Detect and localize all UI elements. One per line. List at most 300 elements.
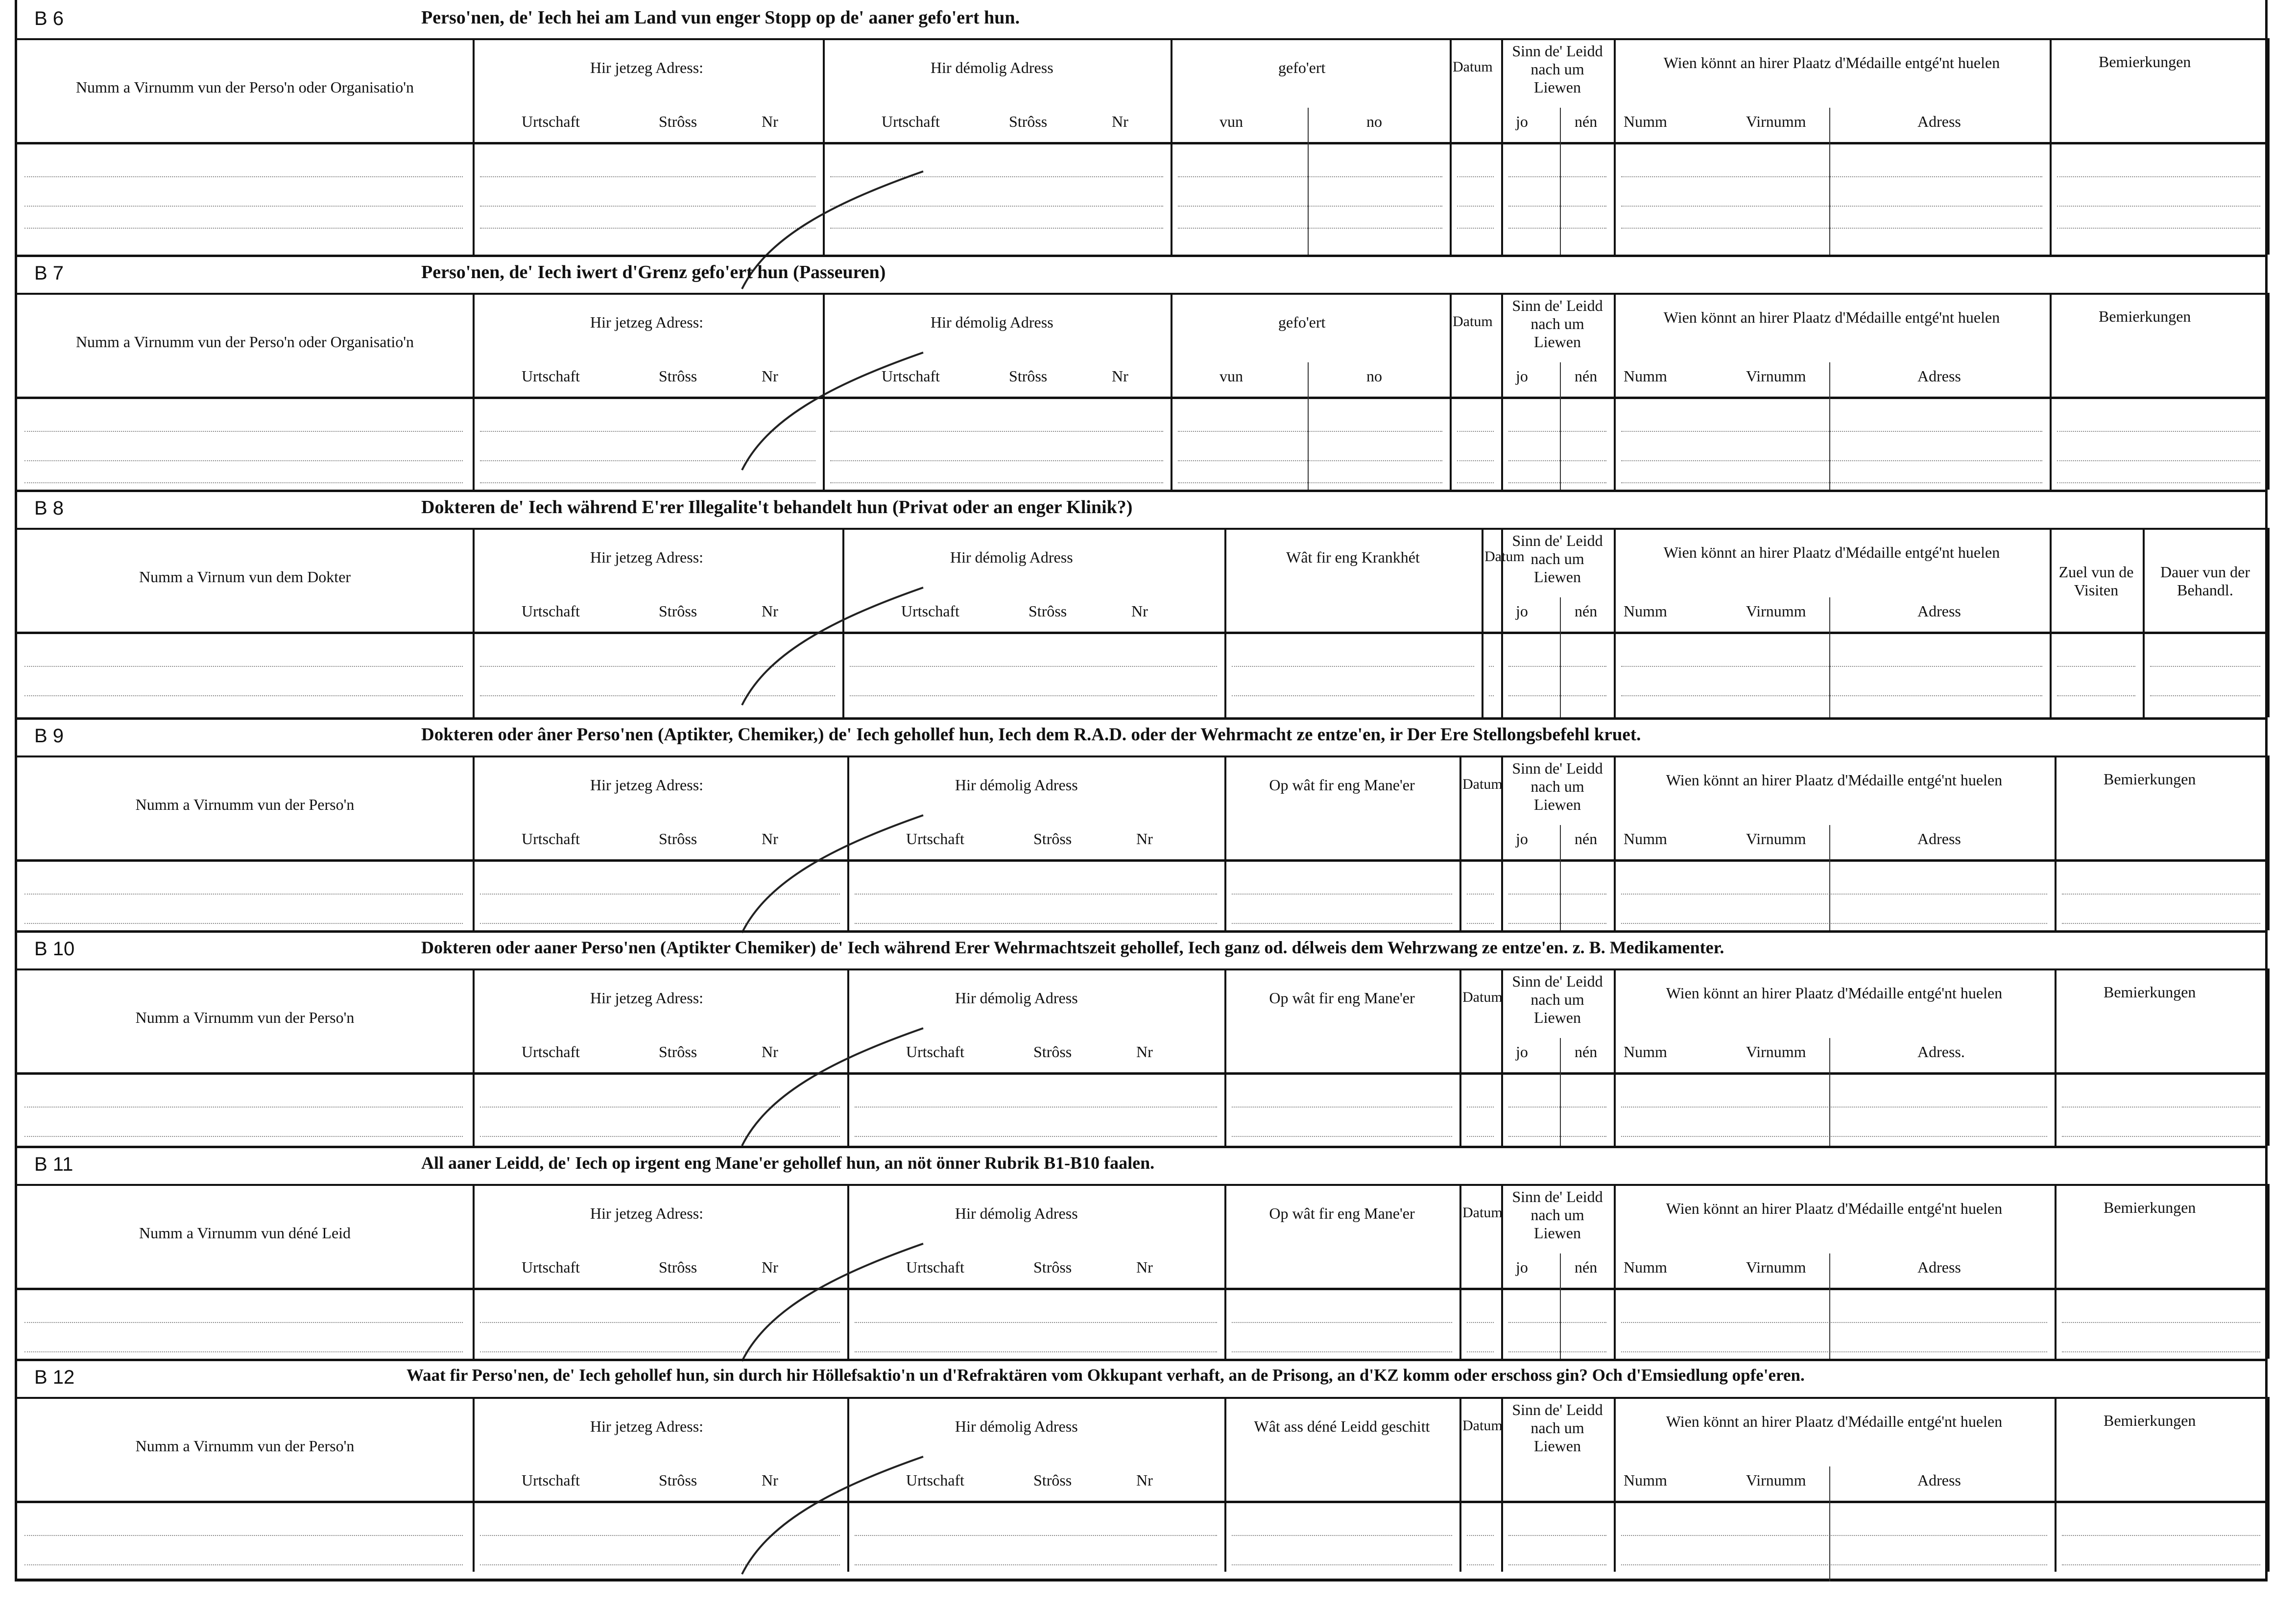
- fill-in-line[interactable]: [850, 666, 1217, 667]
- column-divider: [2268, 1184, 2270, 1359]
- former-address-header: Hir démolig Adress: [955, 1417, 1078, 1435]
- fill-in-line[interactable]: [24, 176, 463, 177]
- no-label: nén: [1575, 1258, 1598, 1276]
- stross-label: Strôss: [659, 602, 697, 620]
- column-divider: [1614, 755, 1616, 930]
- fill-in-line[interactable]: [1621, 460, 2042, 461]
- column-divider: [473, 1397, 475, 1572]
- section-id: B 11: [34, 1154, 73, 1175]
- fill-in-line[interactable]: [1467, 1564, 1494, 1565]
- row-divider: [15, 293, 2268, 295]
- no-label: nén: [1575, 113, 1598, 130]
- fill-in-line[interactable]: [1621, 923, 2047, 924]
- medal-address-label: Adress: [1917, 1471, 1961, 1489]
- fill-in-line[interactable]: [1508, 482, 1606, 483]
- fill-in-line[interactable]: [24, 695, 463, 696]
- section-b9: [15, 717, 2268, 930]
- medal-address-label: Adress: [1917, 367, 1961, 385]
- column-divider: [1829, 1253, 1830, 1359]
- name-column-header: Numm a Virnumm vun der Perso'n: [135, 796, 355, 813]
- date-header: Datum: [1453, 313, 1493, 330]
- medal-firstname-label: Virnumm: [1746, 830, 1806, 848]
- fill-in-line[interactable]: [2057, 206, 2260, 207]
- section-id: B 6: [34, 8, 64, 29]
- column-divider: [2050, 293, 2052, 490]
- fill-in-line[interactable]: [2057, 228, 2260, 229]
- yes-label: jo: [1516, 830, 1528, 848]
- fill-in-line[interactable]: [1457, 228, 1494, 229]
- medal-address-label: Adress: [1917, 1258, 1961, 1276]
- fill-in-line[interactable]: [855, 1322, 1217, 1323]
- fill-in-line[interactable]: [1178, 206, 1442, 207]
- date-header: Datum: [1453, 59, 1493, 75]
- fill-in-line[interactable]: [1457, 431, 1494, 432]
- fill-in-line[interactable]: [855, 1564, 1217, 1565]
- fill-in-line[interactable]: [480, 176, 815, 177]
- fill-in-line[interactable]: [24, 206, 463, 207]
- section-title: Dokteren oder aaner Perso'nen (Aptikter Chemiker) de' Iech während Erer Wehrmachtszeit gehollef, Iech ganz od. délweis dem Wehrzwang ze entze'en. z. B. Medikamenter.: [421, 938, 1724, 957]
- fill-in-line[interactable]: [1621, 894, 2047, 895]
- current-address-header: Hir jetzeg Adress:: [590, 989, 704, 1007]
- fill-in-line[interactable]: [830, 206, 1163, 207]
- column-divider: [847, 755, 849, 930]
- fill-in-line[interactable]: [1508, 666, 1606, 667]
- name-column-header: Numm a Virnumm vun déné Leid: [139, 1224, 351, 1242]
- fill-in-line[interactable]: [480, 894, 840, 895]
- name-column-header: Numm a Virnumm vun der Perso'n oder Organisatio'n: [75, 78, 414, 96]
- fill-in-line[interactable]: [2062, 1564, 2260, 1565]
- section-id: B 7: [34, 262, 64, 284]
- column-divider: [2143, 528, 2145, 717]
- column-divider: [473, 1184, 475, 1359]
- column-divider: [1829, 825, 1830, 930]
- fill-in-line[interactable]: [2062, 1136, 2260, 1137]
- fill-in-line[interactable]: [2057, 482, 2260, 483]
- fill-in-line[interactable]: [480, 1136, 840, 1137]
- column-divider: [473, 38, 475, 255]
- fill-in-line[interactable]: [480, 460, 815, 461]
- fill-in-line[interactable]: [24, 431, 463, 432]
- fill-in-line[interactable]: [1489, 695, 1494, 696]
- column-divider: [1224, 968, 1226, 1146]
- fill-in-line[interactable]: [850, 695, 1217, 696]
- fill-in-line[interactable]: [2057, 666, 2135, 667]
- medal-firstname-label: Virnumm: [1746, 113, 1806, 130]
- alive-header: Sinn de' Leidd nach um Liewen: [1512, 759, 1603, 813]
- fill-in-line[interactable]: [480, 431, 815, 432]
- column-divider: [1501, 38, 1503, 255]
- row-divider: [15, 632, 2268, 634]
- column-divider: [2050, 38, 2052, 255]
- column-divider: [2055, 1184, 2057, 1359]
- fill-in-line[interactable]: [24, 1107, 463, 1108]
- fill-in-line[interactable]: [24, 923, 463, 924]
- current-address-header: Hir jetzeg Adress:: [590, 59, 704, 76]
- fill-in-line[interactable]: [1621, 431, 2042, 432]
- fill-in-line[interactable]: [480, 923, 840, 924]
- section-title: All aaner Leidd, de' Iech op irgent eng Mane'er gehollef hun, an nöt önner Rubrik B1-B10 faalen.: [421, 1153, 1155, 1173]
- fill-in-line[interactable]: [24, 1564, 463, 1565]
- column-divider: [1171, 38, 1172, 255]
- fill-in-line[interactable]: [480, 1107, 840, 1108]
- fill-in-line[interactable]: [830, 460, 1163, 461]
- transported-header: gefo'ert: [1278, 59, 1326, 76]
- fill-in-line[interactable]: [2062, 1535, 2260, 1536]
- section-b10: [15, 930, 2268, 1146]
- date-header: Datum: [1462, 1417, 1503, 1434]
- fill-in-line[interactable]: [1621, 695, 2042, 696]
- fill-in-line[interactable]: [1232, 1107, 1452, 1108]
- column-divider: [1224, 755, 1226, 930]
- current-address-header: Hir jetzeg Adress:: [590, 776, 704, 794]
- former-address-header: Hir démolig Adress: [950, 548, 1073, 566]
- row-divider: [15, 1288, 2268, 1290]
- column-divider: [1308, 362, 1309, 490]
- fill-in-line[interactable]: [1489, 666, 1494, 667]
- fill-in-line[interactable]: [1467, 894, 1494, 895]
- fill-in-line[interactable]: [1621, 1535, 2047, 1536]
- fill-in-line[interactable]: [1178, 228, 1442, 229]
- fill-in-line[interactable]: [1508, 1535, 1606, 1536]
- fill-in-line[interactable]: [1467, 923, 1494, 924]
- former-address-header: Hir démolig Adress: [955, 989, 1078, 1007]
- fill-in-line[interactable]: [1457, 482, 1494, 483]
- alive-header: Sinn de' Leidd nach um Liewen: [1512, 532, 1603, 586]
- medal-header: Wien könnt an hirer Plaatz d'Médaille entgé'nt huelen: [1666, 771, 2003, 789]
- current-address-header: Hir jetzeg Adress:: [590, 313, 704, 331]
- column-divider: [1482, 528, 1483, 717]
- urtschaft-label: Urtschaft: [522, 602, 580, 620]
- fill-in-line[interactable]: [830, 482, 1163, 483]
- fill-in-line[interactable]: [1508, 1564, 1606, 1565]
- section-id: B 9: [34, 725, 64, 747]
- column-divider: [1560, 108, 1561, 255]
- medal-header: Wien könnt an hirer Plaatz d'Médaille entgé'nt huelen: [1666, 1200, 2003, 1217]
- stross-label: Strôss: [659, 367, 697, 385]
- fill-in-line[interactable]: [24, 228, 463, 229]
- column-divider: [1614, 528, 1616, 717]
- fill-in-line[interactable]: [1508, 228, 1606, 229]
- row-divider: [15, 255, 2268, 257]
- fill-in-line[interactable]: [24, 1322, 463, 1323]
- current-address-header: Hir jetzeg Adress:: [590, 548, 704, 566]
- stross-label: Strôss: [1033, 830, 1072, 848]
- fill-in-line[interactable]: [480, 206, 815, 207]
- alive-header: Sinn de' Leidd nach um Liewen: [1512, 297, 1603, 351]
- column-divider: [1829, 1038, 1830, 1146]
- fill-in-line[interactable]: [855, 1535, 1217, 1536]
- urtschaft-label: Urtschaft: [522, 113, 580, 130]
- nr-label: Nr: [1136, 1258, 1153, 1276]
- section-b6: [15, 0, 2268, 255]
- column-divider: [2055, 755, 2057, 930]
- fill-in-line[interactable]: [1621, 206, 2042, 207]
- nr-label: Nr: [1136, 1471, 1153, 1489]
- fill-in-line[interactable]: [24, 666, 463, 667]
- medal-name-label: Numm: [1624, 830, 1667, 848]
- row-divider: [15, 490, 2268, 492]
- medal-header: Wien könnt an hirer Plaatz d'Médaille entgé'nt huelen: [1666, 1413, 2003, 1430]
- fill-in-line[interactable]: [1621, 1322, 2047, 1323]
- medal-name-label: Numm: [1624, 367, 1667, 385]
- nr-label: Nr: [1112, 367, 1128, 385]
- fill-in-line[interactable]: [1232, 1136, 1452, 1137]
- fill-in-line[interactable]: [2057, 460, 2260, 461]
- fill-in-line[interactable]: [1508, 894, 1606, 895]
- nr-label: Nr: [1131, 602, 1148, 620]
- fill-in-line[interactable]: [1621, 1107, 2047, 1108]
- section-title: Perso'nen, de' Iech hei am Land vun enger Stopp op de' aaner gefo'ert hun.: [421, 7, 1020, 28]
- stross-label: Strôss: [1009, 113, 1048, 130]
- yes-label: jo: [1516, 1258, 1528, 1276]
- pen-stroke-mark: [737, 1452, 933, 1579]
- fill-in-line[interactable]: [855, 1107, 1217, 1108]
- stross-label: Strôss: [1009, 367, 1048, 385]
- fill-in-line[interactable]: [1508, 1351, 1606, 1352]
- section-title: Waat fir Perso'nen, de' Iech gehollef hun, sin durch hir Höllefsaktio'n un d'Refraktären vom Okkupant verhaft, an de Prisong, an d'KZ komm oder erschoss gin? Och d'Emsiedlung opfe'eren.: [407, 1366, 1805, 1385]
- fill-in-line[interactable]: [1508, 206, 1606, 207]
- column-divider: [2268, 528, 2270, 717]
- column-divider: [1829, 108, 1830, 255]
- row-divider: [15, 397, 2268, 399]
- row-divider: [15, 528, 2268, 530]
- fill-in-line[interactable]: [855, 1351, 1217, 1352]
- fill-in-line[interactable]: [1467, 1107, 1494, 1108]
- section-b11: [15, 1146, 2268, 1359]
- fill-in-line[interactable]: [2057, 176, 2260, 177]
- urtschaft-label: Urtschaft: [906, 830, 965, 848]
- fill-in-line[interactable]: [1508, 176, 1606, 177]
- fill-in-line[interactable]: [1457, 176, 1494, 177]
- column-divider: [473, 755, 475, 930]
- urtschaft-label: Urtschaft: [522, 1258, 580, 1276]
- vun-label: vun: [1220, 113, 1243, 130]
- column-divider: [842, 528, 844, 717]
- pen-stroke-mark: [737, 583, 933, 710]
- nr-label: Nr: [762, 602, 778, 620]
- fill-in-line[interactable]: [1508, 431, 1606, 432]
- medal-firstname-label: Virnumm: [1746, 1471, 1806, 1489]
- medal-firstname-label: Virnumm: [1746, 602, 1806, 620]
- fill-in-line[interactable]: [1232, 1351, 1452, 1352]
- fill-in-line[interactable]: [1232, 894, 1452, 895]
- third-column-header: Wât ass déné Leidd geschitt: [1254, 1417, 1430, 1435]
- name-column-header: Numm a Virnumm vun der Perso'n oder Organisatio'n: [75, 333, 414, 351]
- column-divider: [473, 968, 475, 1146]
- fill-in-line[interactable]: [1232, 666, 1474, 667]
- medal-name-label: Numm: [1624, 1258, 1667, 1276]
- duration-header: Dauer vun der Behandl.: [2160, 563, 2250, 599]
- fill-in-line[interactable]: [1467, 1322, 1494, 1323]
- fill-in-line[interactable]: [1621, 666, 2042, 667]
- yes-label: jo: [1516, 367, 1528, 385]
- column-divider: [847, 968, 849, 1146]
- column-divider: [2268, 1397, 2270, 1572]
- name-column-header: Numm a Virnumm vun der Perso'n: [135, 1437, 355, 1455]
- urtschaft-label: Urtschaft: [906, 1258, 965, 1276]
- nr-label: Nr: [1112, 113, 1128, 130]
- medal-header: Wien könnt an hirer Plaatz d'Médaille entgé'nt huelen: [1666, 984, 2003, 1002]
- fill-in-line[interactable]: [2057, 695, 2135, 696]
- fill-in-line[interactable]: [1621, 176, 2042, 177]
- urtschaft-label: Urtschaft: [906, 1043, 965, 1061]
- yes-label: jo: [1516, 113, 1528, 130]
- column-divider: [1501, 293, 1503, 490]
- fill-in-line[interactable]: [1457, 460, 1494, 461]
- column-divider: [1171, 293, 1172, 490]
- fill-in-line[interactable]: [1508, 1136, 1606, 1137]
- fill-in-line[interactable]: [2062, 1107, 2260, 1108]
- fill-in-line[interactable]: [1621, 1564, 2047, 1565]
- column-divider: [1614, 1397, 1616, 1572]
- remarks-header: Bemierkungen: [2104, 1199, 2196, 1216]
- fill-in-line[interactable]: [2062, 1322, 2260, 1323]
- fill-in-line[interactable]: [480, 666, 835, 667]
- stross-label: Strôss: [659, 113, 697, 130]
- row-divider: [15, 717, 2268, 720]
- fill-in-line[interactable]: [480, 1322, 840, 1323]
- fill-in-line[interactable]: [855, 894, 1217, 895]
- medal-address-label: Adress: [1917, 113, 1961, 130]
- column-divider: [1560, 1038, 1561, 1146]
- fill-in-line[interactable]: [480, 228, 815, 229]
- stross-label: Strôss: [659, 1471, 697, 1489]
- no-label: nén: [1575, 1043, 1598, 1061]
- column-divider: [1450, 293, 1452, 490]
- column-divider: [1459, 755, 1461, 930]
- date-header: Datum: [1462, 776, 1503, 792]
- fill-in-line[interactable]: [1232, 1322, 1452, 1323]
- column-divider: [1614, 38, 1616, 255]
- medal-name-label: Numm: [1624, 602, 1667, 620]
- column-divider: [2268, 755, 2270, 930]
- third-column-header: Op wât fir eng Mane'er: [1269, 776, 1415, 794]
- fill-in-line[interactable]: [1467, 1351, 1494, 1352]
- fill-in-line[interactable]: [2057, 431, 2260, 432]
- fill-in-line[interactable]: [855, 1136, 1217, 1137]
- no-label: nén: [1575, 367, 1598, 385]
- fill-in-line[interactable]: [2150, 666, 2260, 667]
- fill-in-line[interactable]: [1178, 482, 1442, 483]
- fill-in-line[interactable]: [830, 228, 1163, 229]
- section-id: B 8: [34, 497, 64, 519]
- fill-in-line[interactable]: [1508, 695, 1606, 696]
- nr-label: Nr: [1136, 830, 1153, 848]
- column-divider: [1560, 825, 1561, 930]
- fill-in-line[interactable]: [1178, 460, 1442, 461]
- medal-header: Wien könnt an hirer Plaatz d'Médaille entgé'nt huelen: [1663, 543, 2000, 561]
- current-address-header: Hir jetzeg Adress:: [590, 1204, 704, 1222]
- fill-in-line[interactable]: [1178, 431, 1442, 432]
- column-divider: [1614, 968, 1616, 1146]
- stross-label: Strôss: [659, 1043, 697, 1061]
- fill-in-line[interactable]: [480, 482, 815, 483]
- fill-in-line[interactable]: [2150, 695, 2260, 696]
- urtschaft-label: Urtschaft: [522, 830, 580, 848]
- fill-in-line[interactable]: [830, 431, 1163, 432]
- name-column-header: Numm a Virnum vun dem Dokter: [139, 568, 351, 586]
- stross-label: Strôss: [1028, 602, 1067, 620]
- fill-in-line[interactable]: [1508, 1322, 1606, 1323]
- urtschaft-label: Urtschaft: [522, 1471, 580, 1489]
- fill-in-line[interactable]: [2062, 894, 2260, 895]
- date-header: Datum: [1484, 548, 1525, 565]
- alive-header: Sinn de' Leidd nach um Liewen: [1512, 972, 1603, 1026]
- fill-in-line[interactable]: [1457, 206, 1494, 207]
- fill-in-line[interactable]: [1467, 1136, 1494, 1137]
- fill-in-line[interactable]: [24, 1535, 463, 1536]
- fill-in-line[interactable]: [1232, 923, 1452, 924]
- nr-label: Nr: [762, 830, 778, 848]
- fill-in-line[interactable]: [2062, 1351, 2260, 1352]
- fill-in-line[interactable]: [1232, 1535, 1452, 1536]
- pen-stroke-mark: [737, 810, 933, 938]
- fill-in-line[interactable]: [24, 1351, 463, 1352]
- fill-in-line[interactable]: [24, 460, 463, 461]
- fill-in-line[interactable]: [24, 1136, 463, 1137]
- fill-in-line[interactable]: [1508, 1107, 1606, 1108]
- fill-in-line[interactable]: [2062, 923, 2260, 924]
- row-divider: [15, 1184, 2268, 1186]
- column-divider: [473, 528, 475, 717]
- fill-in-line[interactable]: [24, 894, 463, 895]
- medal-header: Wien könnt an hirer Plaatz d'Médaille entgé'nt huelen: [1663, 308, 2000, 326]
- visits-header: Zuel vun de Visiten: [2058, 563, 2134, 599]
- section-id: B 10: [34, 938, 75, 960]
- fill-in-line[interactable]: [1621, 228, 2042, 229]
- remarks-header: Bemierkungen: [2104, 983, 2196, 1001]
- fill-in-line[interactable]: [1232, 1564, 1452, 1565]
- row-divider: [15, 1146, 2268, 1148]
- medal-name-label: Numm: [1624, 113, 1667, 130]
- fill-in-line[interactable]: [1508, 460, 1606, 461]
- row-divider: [15, 1359, 2268, 1361]
- stross-label: Strôss: [1033, 1043, 1072, 1061]
- row-divider: [15, 38, 2268, 40]
- no-label: nén: [1575, 602, 1598, 620]
- fill-in-line[interactable]: [855, 923, 1217, 924]
- stross-label: Strôss: [1033, 1258, 1072, 1276]
- fill-in-line[interactable]: [480, 1351, 840, 1352]
- fill-in-line[interactable]: [1467, 1535, 1494, 1536]
- urtschaft-label: Urtschaft: [522, 1043, 580, 1061]
- column-divider: [2050, 528, 2052, 717]
- fill-in-line[interactable]: [1178, 176, 1442, 177]
- fill-in-line[interactable]: [1508, 923, 1606, 924]
- column-divider: [2268, 293, 2270, 490]
- fill-in-line[interactable]: [1621, 482, 2042, 483]
- column-divider: [1560, 597, 1561, 717]
- medal-address-label: Adress: [1917, 830, 1961, 848]
- section-title: Dokteren de' Iech während E'rer Illegalite't behandelt hun (Privat oder an enger Klinik?): [421, 497, 1133, 518]
- urtschaft-label: Urtschaft: [522, 367, 580, 385]
- fill-in-line[interactable]: [1232, 695, 1474, 696]
- fill-in-line[interactable]: [480, 1535, 840, 1536]
- column-divider: [1224, 528, 1226, 717]
- fill-in-line[interactable]: [1621, 1351, 2047, 1352]
- nr-label: Nr: [1136, 1043, 1153, 1061]
- column-divider: [2268, 968, 2270, 1146]
- fill-in-line[interactable]: [480, 695, 835, 696]
- fill-in-line[interactable]: [480, 1564, 840, 1565]
- row-divider: [15, 1501, 2268, 1503]
- column-divider: [1459, 1184, 1461, 1359]
- alive-header: Sinn de' Leidd nach um Liewen: [1512, 42, 1603, 96]
- column-divider: [1224, 1184, 1226, 1359]
- fill-in-line[interactable]: [1621, 1136, 2047, 1137]
- fill-in-line[interactable]: [24, 482, 463, 483]
- fill-in-line[interactable]: [830, 176, 1163, 177]
